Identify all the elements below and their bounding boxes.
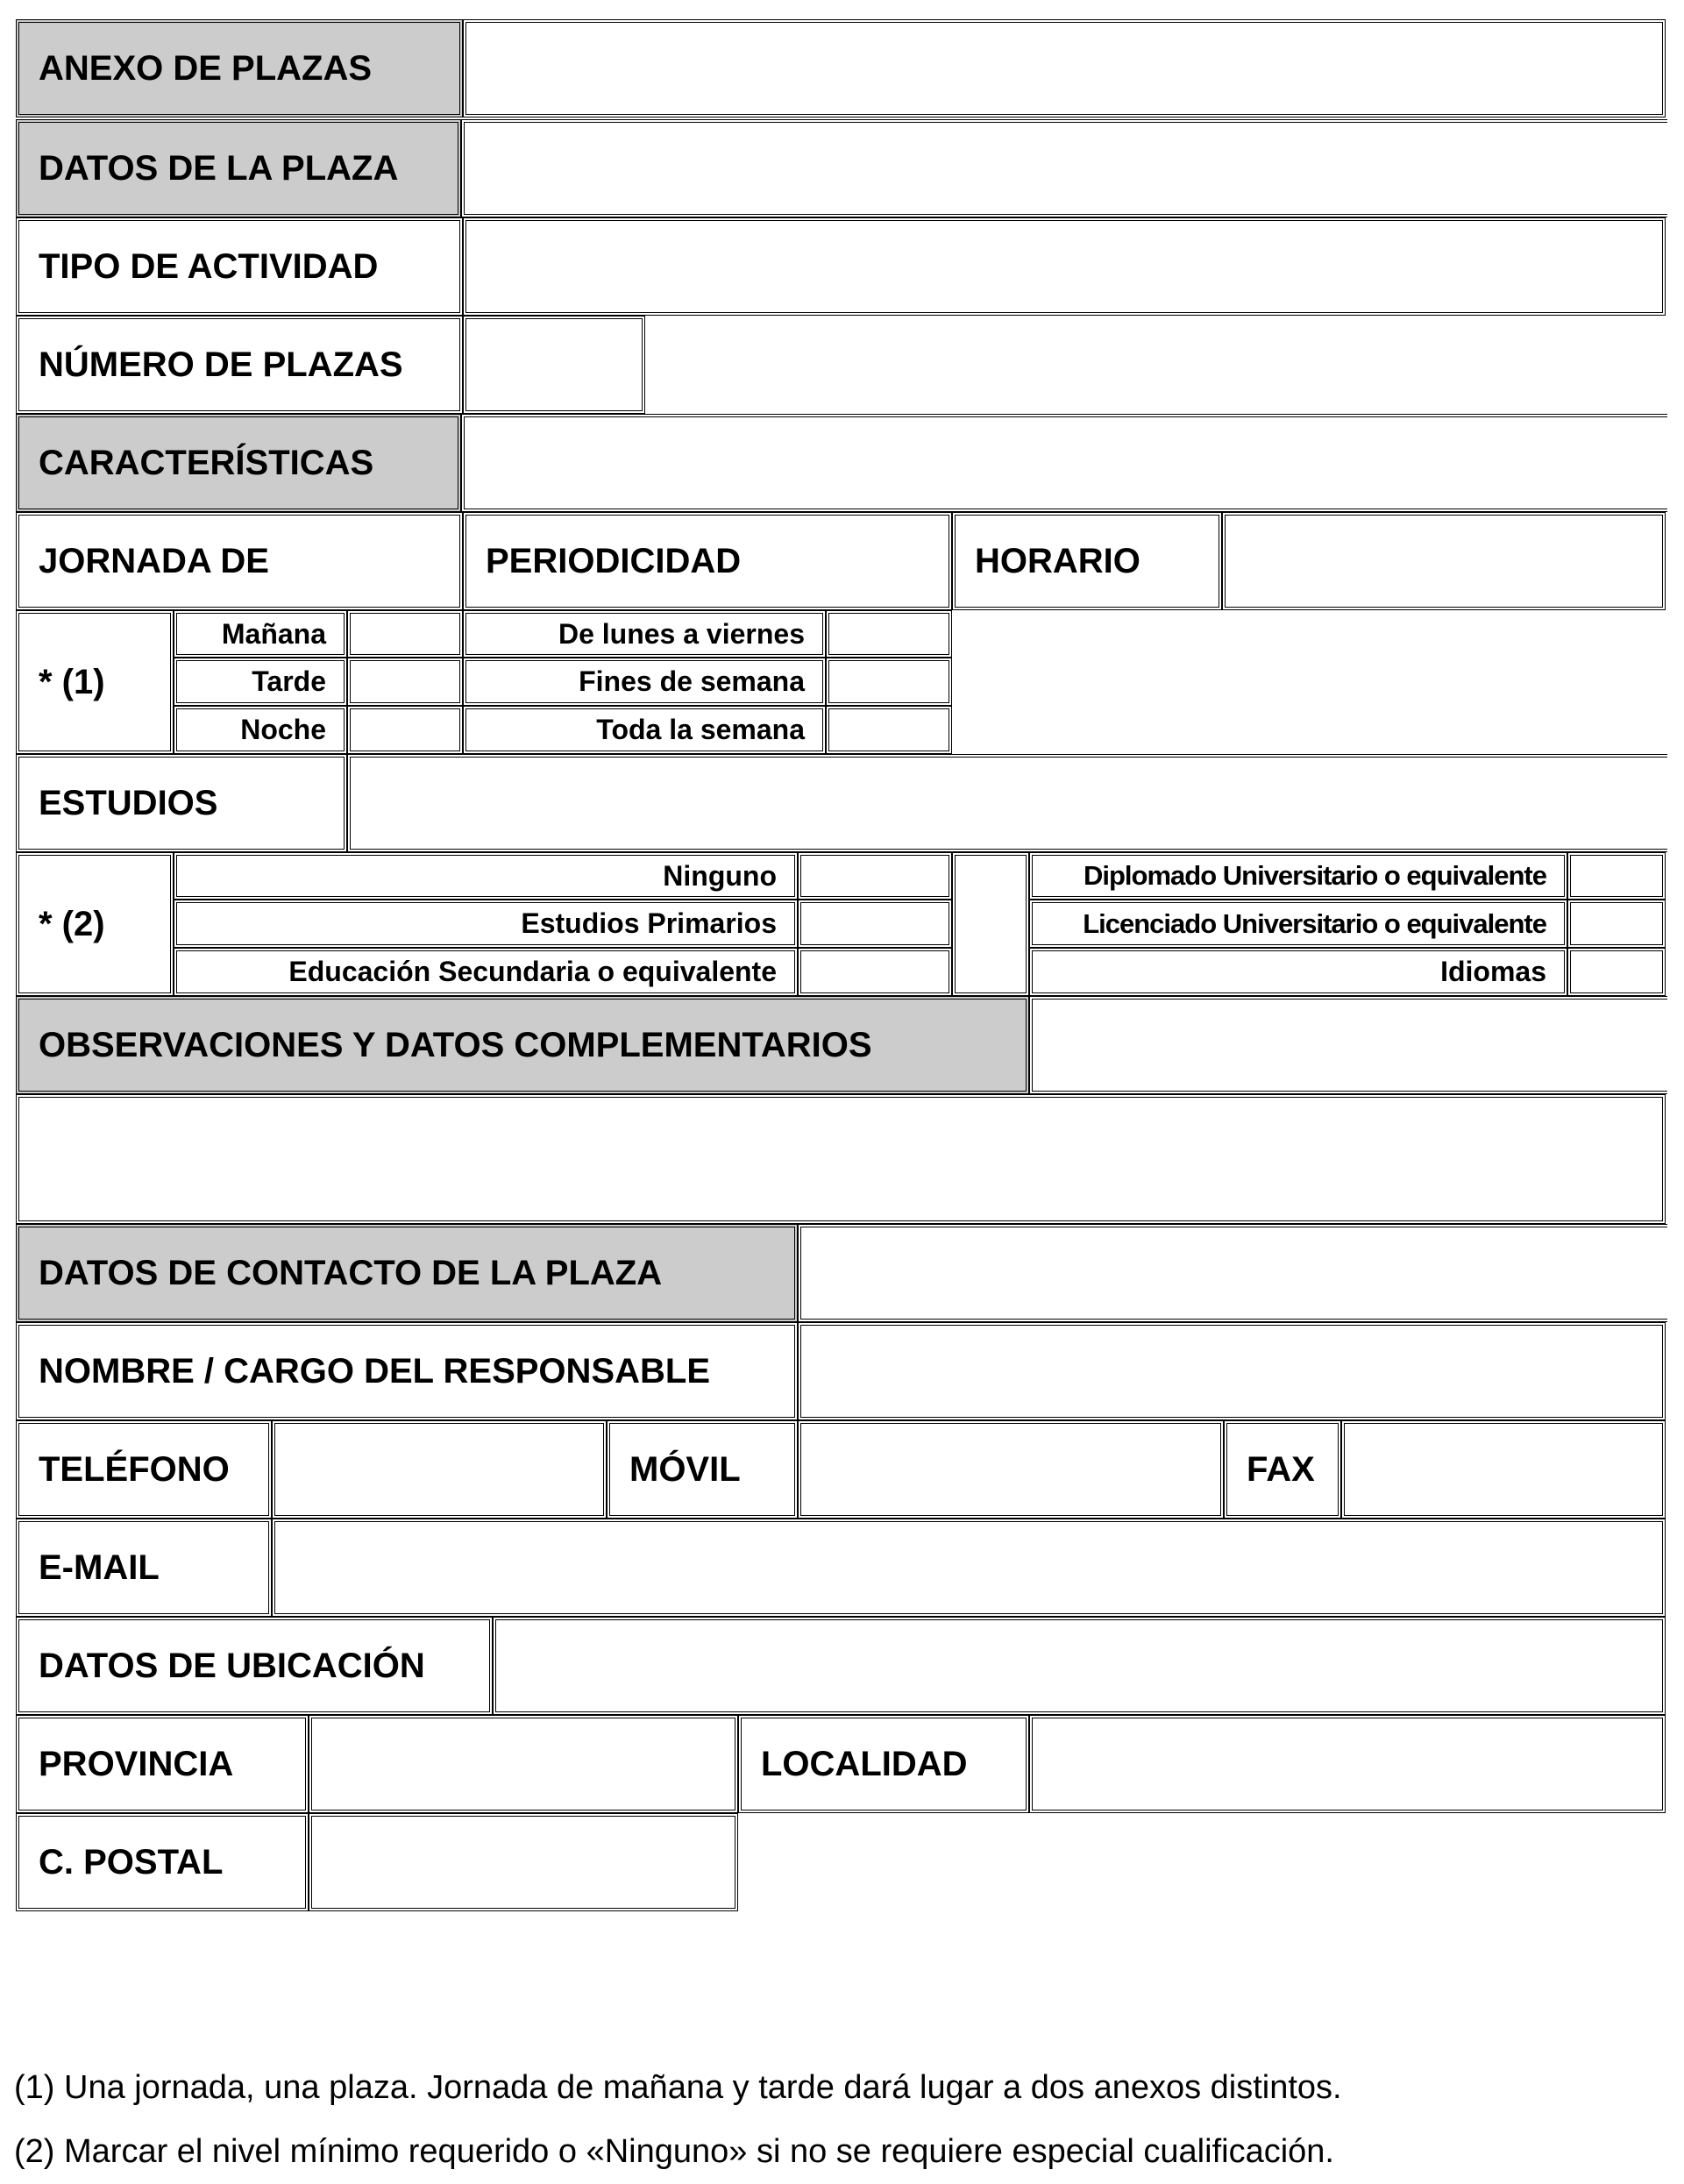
numero-plazas-label: NÚMERO DE PLAZAS bbox=[16, 316, 463, 414]
option-fines-semana: Fines de semana bbox=[463, 658, 826, 706]
provincia-field[interactable] bbox=[309, 1715, 738, 1813]
checkbox-manana[interactable] bbox=[347, 610, 463, 658]
postal-field[interactable] bbox=[309, 1813, 738, 1911]
option-diplomado: Diplomado Universitario o equivalente bbox=[1029, 852, 1567, 900]
option-idiomas: Idiomas bbox=[1029, 948, 1567, 996]
postal-label: C. POSTAL bbox=[16, 1813, 309, 1911]
mark-1: * (1) bbox=[16, 610, 174, 754]
annex-field[interactable] bbox=[463, 19, 1666, 117]
section-contacto: DATOS DE CONTACTO DE LA PLAZA bbox=[16, 1224, 798, 1322]
footnote-1: (1) Una jornada, una plaza. Jornada de mañana y tarde dará lugar a dos anexos distintos. bbox=[14, 2069, 1342, 2106]
fax-label: FAX bbox=[1224, 1420, 1341, 1519]
checkbox-ninguno[interactable] bbox=[798, 852, 952, 900]
annex-title: ANEXO DE PLAZAS bbox=[16, 19, 463, 117]
option-toda-semana: Toda la semana bbox=[463, 706, 826, 754]
horario-field[interactable] bbox=[1222, 512, 1666, 610]
nombre-cargo-field[interactable] bbox=[798, 1322, 1666, 1420]
section-observaciones: OBSERVACIONES Y DATOS COMPLEMENTARIOS bbox=[16, 996, 1029, 1094]
checkbox-secundaria[interactable] bbox=[798, 948, 952, 996]
section-caracteristicas: CARACTERÍSTICAS bbox=[16, 414, 461, 512]
section-datos-plaza: DATOS DE LA PLAZA bbox=[16, 119, 461, 217]
checkbox-licenciado[interactable] bbox=[1567, 900, 1666, 948]
datos-plaza-area bbox=[461, 119, 1667, 217]
checkbox-fines-semana[interactable] bbox=[826, 658, 952, 706]
email-field[interactable] bbox=[272, 1519, 1666, 1617]
tipo-actividad-label: TIPO DE ACTIVIDAD bbox=[16, 217, 463, 316]
observaciones-field[interactable] bbox=[16, 1094, 1666, 1224]
tipo-actividad-field[interactable] bbox=[463, 217, 1666, 316]
checkbox-primarios[interactable] bbox=[798, 900, 952, 948]
estudios-spacer bbox=[952, 852, 1029, 996]
jornada-de-label: JORNADA DE bbox=[16, 512, 463, 610]
estudios-area bbox=[347, 754, 1667, 852]
option-manana: Mañana bbox=[174, 610, 347, 658]
ubicacion-label: DATOS DE UBICACIÓN bbox=[16, 1617, 493, 1715]
observaciones-area bbox=[1029, 996, 1667, 1094]
option-noche: Noche bbox=[174, 706, 347, 754]
mark-2: * (2) bbox=[16, 852, 174, 996]
movil-field[interactable] bbox=[798, 1420, 1224, 1519]
option-lunes-viernes: De lunes a viernes bbox=[463, 610, 826, 658]
movil-label: MÓVIL bbox=[607, 1420, 798, 1519]
checkbox-idiomas[interactable] bbox=[1567, 948, 1666, 996]
estudios-label: ESTUDIOS bbox=[16, 754, 347, 852]
fax-field[interactable] bbox=[1341, 1420, 1666, 1519]
checkbox-lunes-viernes[interactable] bbox=[826, 610, 952, 658]
telefono-field[interactable] bbox=[272, 1420, 607, 1519]
option-licenciado: Licenciado Universitario o equivalente bbox=[1029, 900, 1567, 948]
checkbox-diplomado[interactable] bbox=[1567, 852, 1666, 900]
option-ninguno: Ninguno bbox=[174, 852, 798, 900]
telefono-label: TELÉFONO bbox=[16, 1420, 272, 1519]
checkbox-noche[interactable] bbox=[347, 706, 463, 754]
option-tarde: Tarde bbox=[174, 658, 347, 706]
option-secundaria: Educación Secundaria o equivalente bbox=[174, 948, 798, 996]
email-label: E-MAIL bbox=[16, 1519, 272, 1617]
checkbox-tarde[interactable] bbox=[347, 658, 463, 706]
provincia-label: PROVINCIA bbox=[16, 1715, 309, 1813]
contacto-area bbox=[798, 1224, 1667, 1322]
localidad-label: LOCALIDAD bbox=[738, 1715, 1029, 1813]
footnote-2: (2) Marcar el nivel mínimo requerido o «Ninguno» si no se requiere especial cualificación. bbox=[14, 2133, 1334, 2170]
numero-plazas-field[interactable] bbox=[463, 316, 645, 414]
checkbox-toda-semana[interactable] bbox=[826, 706, 952, 754]
localidad-field[interactable] bbox=[1029, 1715, 1666, 1813]
option-primarios: Estudios Primarios bbox=[174, 900, 798, 948]
caracteristicas-area bbox=[461, 414, 1667, 512]
horario-label: HORARIO bbox=[952, 512, 1222, 610]
periodicidad-label: PERIODICIDAD bbox=[463, 512, 952, 610]
nombre-cargo-label: NOMBRE / CARGO DEL RESPONSABLE bbox=[16, 1322, 798, 1420]
ubicacion-field[interactable] bbox=[493, 1617, 1666, 1715]
